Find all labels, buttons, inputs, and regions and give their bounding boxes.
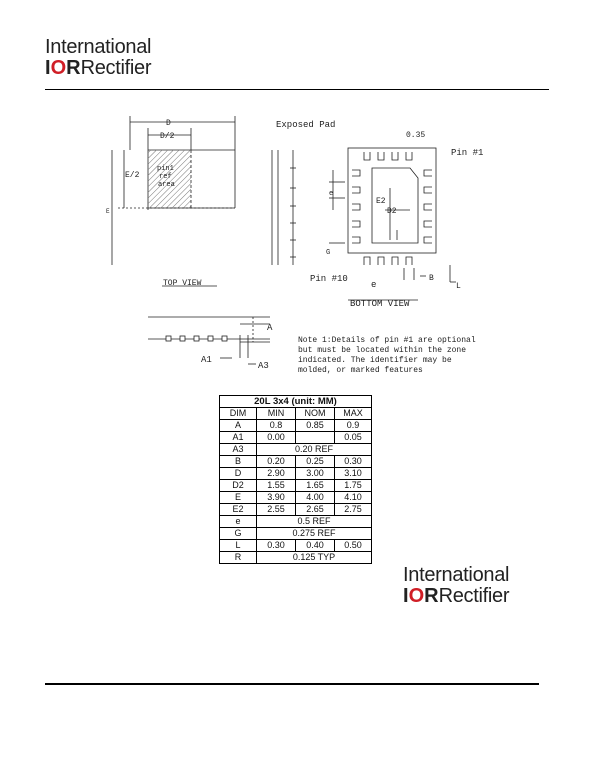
cell-min: 0.20 xyxy=(257,456,296,468)
header-nom: NOM xyxy=(296,408,335,420)
cell-min: 2.90 xyxy=(257,468,296,480)
bottom-view xyxy=(276,120,483,309)
logo-rectifier-line: IORRectifier xyxy=(45,57,152,79)
cell-max: 0.9 xyxy=(335,420,372,432)
dim-A3-label: A3 xyxy=(258,361,269,371)
top-view-label: TOP VIEW xyxy=(163,279,202,288)
dim-L-label: L xyxy=(456,282,461,291)
cell-min: 0.00 xyxy=(257,432,296,444)
table-row xyxy=(220,468,372,480)
pin10-label: Pin #10 xyxy=(310,274,348,284)
pin1-area-line1: pin1 xyxy=(157,165,174,173)
cell-ref: 0.275 REF xyxy=(257,528,372,540)
cell-min: 0.8 xyxy=(257,420,296,432)
cell-nom: 3.00 xyxy=(296,468,335,480)
cell-dim: B xyxy=(220,456,257,468)
dim-E2-label: E/2 xyxy=(125,171,140,180)
note-line-3: indicated. The identifier may be xyxy=(298,356,452,365)
package-outline-drawing xyxy=(100,110,484,380)
logo-international-text: International xyxy=(403,564,510,586)
cell-min: 0.30 xyxy=(257,540,296,552)
dimension-table xyxy=(219,395,372,564)
side-view xyxy=(272,150,296,265)
header-min: MIN xyxy=(257,408,296,420)
bottom-view-label: BOTTOM VIEW xyxy=(350,299,410,309)
cell-max: 2.75 xyxy=(335,504,372,516)
table-row xyxy=(220,540,372,552)
cell-nom: 0.40 xyxy=(296,540,335,552)
dim-e-label: e xyxy=(371,280,377,290)
table-row xyxy=(220,504,372,516)
table-row xyxy=(220,444,372,456)
cell-min: 2.55 xyxy=(257,504,296,516)
cell-nom: 4.00 xyxy=(296,492,335,504)
cell-dim: R xyxy=(220,552,257,564)
cell-max: 0.50 xyxy=(335,540,372,552)
cell-max: 0.30 xyxy=(335,456,372,468)
cell-dim: D2 xyxy=(220,480,257,492)
table-row xyxy=(220,420,372,432)
pin1-area-line2: ref xyxy=(159,173,172,181)
exposed-pad-label: Exposed Pad xyxy=(276,120,336,130)
table-row xyxy=(220,516,372,528)
dim-A-label: A xyxy=(267,323,273,333)
cell-nom: 1.65 xyxy=(296,480,335,492)
ior-logo-mark: IOR xyxy=(45,57,81,79)
table-title-row xyxy=(220,396,372,408)
pin1-area-line3: area xyxy=(158,181,175,189)
pin1-label: Pin #1 xyxy=(451,148,484,158)
table-row xyxy=(220,528,372,540)
table-row xyxy=(220,456,372,468)
note-line-2: but must be located within the zone xyxy=(298,346,467,355)
cell-nom: 2.65 xyxy=(296,504,335,516)
cell-min: 1.55 xyxy=(257,480,296,492)
cell-dim: L xyxy=(220,540,257,552)
dim-D2-label: D/2 xyxy=(160,132,175,141)
side-profile-view xyxy=(148,317,273,371)
note-line-4: molded, or marked features xyxy=(298,366,423,375)
cell-dim: A1 xyxy=(220,432,257,444)
cell-nom: 0.85 xyxy=(296,420,335,432)
cell-max: 3.10 xyxy=(335,468,372,480)
cell-max: 0.05 xyxy=(335,432,372,444)
header-dim: DIM xyxy=(220,408,257,420)
table-row xyxy=(220,492,372,504)
table-row xyxy=(220,552,372,564)
table-title: 20L 3x4 (unit: MM) xyxy=(220,396,372,408)
cell-dim: E xyxy=(220,492,257,504)
cell-max: 4.10 xyxy=(335,492,372,504)
dim-G-label: G xyxy=(326,249,331,257)
dim-D2-inner-label: D2 xyxy=(387,207,397,216)
table-row xyxy=(220,480,372,492)
radius-label: 0.35 xyxy=(406,131,426,140)
cell-dim: D xyxy=(220,468,257,480)
cell-nom: 0.25 xyxy=(296,456,335,468)
cell-dim: A3 xyxy=(220,444,257,456)
cell-ref: 0.20 REF xyxy=(257,444,372,456)
top-view xyxy=(106,116,235,288)
header-logo xyxy=(45,37,151,78)
header-divider xyxy=(45,89,549,90)
dim-E-label: E xyxy=(106,208,110,215)
cell-max: 1.75 xyxy=(335,480,372,492)
note-line-1: Note 1:Details of pin #1 are optional xyxy=(298,336,476,345)
table-header-row xyxy=(220,408,372,420)
table-row xyxy=(220,432,372,444)
cell-dim: G xyxy=(220,528,257,540)
cell-ref: 0.5 REF xyxy=(257,516,372,528)
logo-rectifier-line: IORRectifier xyxy=(403,585,510,607)
dim-D-label: D xyxy=(166,119,171,128)
header-max: MAX xyxy=(335,408,372,420)
cell-min: 3.90 xyxy=(257,492,296,504)
cell-ref: 0.125 TYP xyxy=(257,552,372,564)
cell-nom xyxy=(296,432,335,444)
cell-dim: A xyxy=(220,420,257,432)
dim-A1-label: A1 xyxy=(201,355,212,365)
footer-logo xyxy=(403,565,509,606)
cell-dim: e xyxy=(220,516,257,528)
pin1-note xyxy=(298,336,476,375)
dim-E2-inner-label: E2 xyxy=(376,197,386,206)
ior-logo-mark: IOR xyxy=(403,585,439,607)
dim-B-label: B xyxy=(429,274,434,283)
logo-international-text: International xyxy=(45,36,152,58)
footer-divider xyxy=(45,683,539,685)
cell-dim: E2 xyxy=(220,504,257,516)
dim-e-small-label: e xyxy=(329,190,334,198)
